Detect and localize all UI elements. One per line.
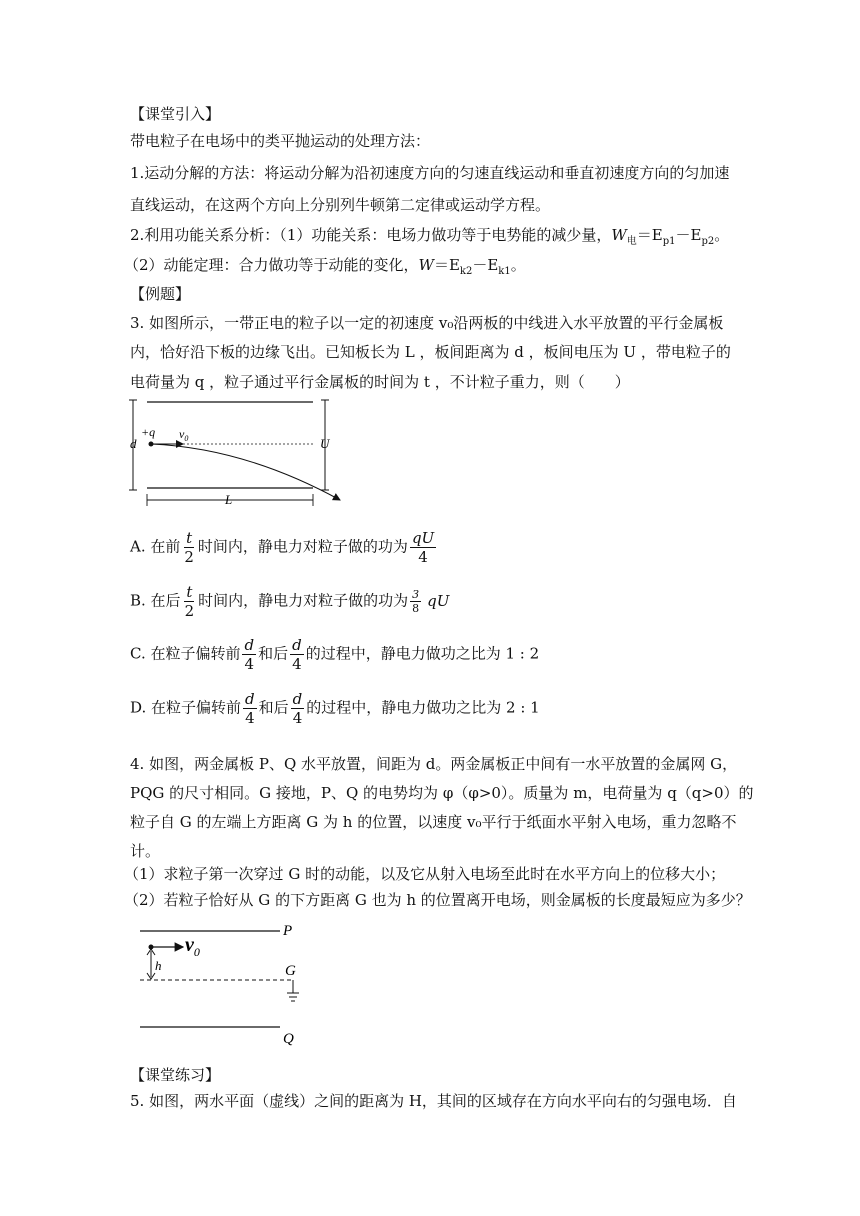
question-4-text: 4. 如图，两金属板 P、Q 水平放置，间距为 d。两金属板正中间有一水平放置的金属网 G， xyxy=(130,755,738,773)
option-b[interactable]: B. 在后 $\frac{t}{2}$ 时间内，静电力对粒子做的功为 $\frac{3}{8}$ qU xyxy=(130,583,450,620)
heading-intro: 【课堂引入】 xyxy=(130,105,221,123)
intro-text: 直线运动，在这两个方向上分别列牛顿第二定律或运动学方程。 xyxy=(130,196,551,214)
figure-pgq-plates xyxy=(135,915,310,1050)
question-3-text: 电荷量为 q ，粒子通过平行金属板的时间为 t ，不计粒子重力，则（ ） xyxy=(130,373,630,391)
option-a[interactable]: A. 在前 $\frac{t}{2}$ 时间内，静电力对粒子做的功为 $\frac{qU}{4}$ xyxy=(130,529,435,566)
charge-label: +q xyxy=(141,425,156,439)
intro-text: 带电粒子在电场中的类平抛运动的处理方法： xyxy=(130,132,431,150)
label-h: h xyxy=(155,958,162,973)
velocity-label: $v_0$ xyxy=(179,427,189,443)
label-q: Q xyxy=(283,1031,294,1047)
intro-kinetic-line: （2）动能定理：合力做功等于动能的变化，$W=E_{k2}-E_{k1}$。 xyxy=(124,256,526,277)
heading-example: 【例题】 xyxy=(130,285,191,303)
voltage-label: U xyxy=(320,436,330,451)
trajectory xyxy=(151,444,340,500)
question-3-text: 3. 如图所示，一带正电的粒子以一定的初速度 v₀沿两板的中线进入水平放置的平行金属板 xyxy=(130,314,724,332)
label-g: G xyxy=(285,963,296,979)
velocity-label: $v_0$ xyxy=(185,934,200,959)
question-3-text: 内，恰好沿下板的边缘飞出。已知板长为 L ，板间距离为 d ，板间电压为 U ，带电粒子的 xyxy=(130,343,731,361)
option-c[interactable]: C. 在粒子偏转前 $\frac{d}{4}$ 和后 $\frac{d}{4}$ 的过程中，静电力做功之比为 1 : 2 xyxy=(130,636,540,673)
question-4-sub1: （1）求粒子第一次穿过 G 时的动能，以及它从射入电场至此时在水平方向上的位移大小； xyxy=(124,865,726,883)
question-4-text: 粒子自 G 的左端上方距离 G 为 h 的位置，以速度 v₀平行于纸面水平射入电场，重力忽略不 xyxy=(130,813,737,831)
option-d[interactable]: D. 在粒子偏转前 $\frac{d}{4}$ 和后 $\frac{d}{4}$ 的过程中，静电力做功之比为 2 : 1 xyxy=(130,690,540,727)
length-label: L xyxy=(225,492,233,507)
question-4-sub2: （2）若粒子恰好从 G 的下方距离 G 也为 h 的位置离开电场，则金属板的长度最短应为多少？ xyxy=(124,891,751,909)
figure-parallel-plates xyxy=(125,396,355,511)
question-4-text: 计。 xyxy=(130,842,161,860)
intro-text: 1.运动分解的方法：将运动分解为沿初速度方向的匀速直线运动和垂直初速度方向的匀加速 xyxy=(130,164,730,182)
question-5-text: 5. 如图，两水平面（虚线）之间的距离为 H，其间的区域存在方向水平向右的匀强电场．自 xyxy=(130,1092,737,1110)
label-p: P xyxy=(283,923,293,939)
distance-label: d xyxy=(130,436,137,451)
question-4-text: PQG 的尺寸相同。G 接地，P、Q 的电势均为 φ（φ>0）。质量为 m，电荷量为 q（q>0）的 xyxy=(130,784,754,802)
heading-practice: 【课堂练习】 xyxy=(130,1066,221,1084)
intro-energy-line: 2.利用功能关系分析：（1）功能关系：电场力做功等于电势能的减少量，$W_电=E_{p1}-E_{p2}$。 xyxy=(130,226,730,247)
